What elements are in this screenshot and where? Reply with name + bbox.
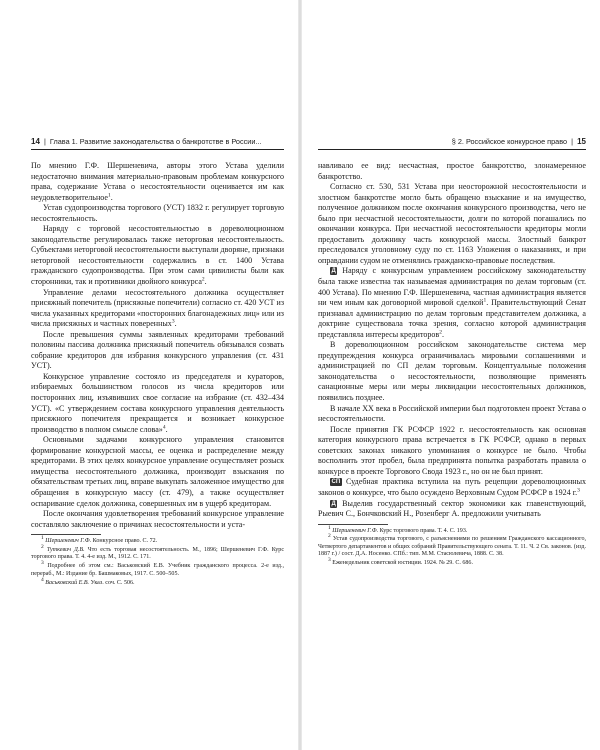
paragraph <box>318 404 586 425</box>
footnote-number: 2 <box>328 533 331 540</box>
paragraph-text: Конкурсное управление состояло из председателя и кураторов, избираемых большинством голосов из числа кредиторов или посторонних лиц, изъявивших свое согласие на избрание (ст. 432–434 УСТ). «С утверждением состава конкурсного управления деятельность присяжного попечителя прекращается и возникает конкурсное производство в полном смысле слова» <box>31 371 284 434</box>
footnote-ref: 1 <box>483 297 487 304</box>
footnote-number: 3 <box>328 557 331 564</box>
footnote-text: Устав судопроизводства торгового, с разъяснениями по решениям Гражданского кассационного, Четвертого департаментов и общих собраний Правительствующего сената. Т. 11. Ч. 2 Св. законов. (изд. 1887 г.) / сост. Д.А. Носенко. СПб.: тип. М.М. Стасюлевича, 1888. С. 38. <box>318 536 586 558</box>
paragraph <box>31 509 284 530</box>
margin-marker: СП <box>331 479 341 486</box>
left-running-title: Глава 1. Развитие законодательства о банкротстве в России... <box>49 137 262 146</box>
paragraph <box>318 477 586 498</box>
paragraph-text: Судебная практика вступила на путь рецепции дореволюционных законов о конкурсе, что было осуждено Верховным Судом РСФСР в 1924 г. <box>318 477 586 497</box>
paragraph <box>318 340 586 403</box>
paragraph-text: навливало ее вид: несчастная, простое банкротство, злонамеренное банкротство. <box>318 161 586 181</box>
right-body-text <box>318 161 586 520</box>
left-page-header <box>31 0 284 158</box>
paragraph-text: В начале XX века в Российской империи был подготовлен проект Устава о несостоятельности. <box>318 403 586 424</box>
paragraph-text: Устав судопроизводства торгового (УСТ) 1832 г. регулирует торговую несостоятельность. <box>31 203 284 223</box>
footnote <box>318 557 586 568</box>
paragraph <box>31 161 284 203</box>
paragraph-text: Согласно ст. 530, 531 Устава при неосторожной несостоятельности и злостном банкротстве могло быть обращено взыскание и на имущество, полученное должником после окончания конкурсного производства, чего не было при несчастной несостоятельности, долги по которой погашались по окончании конкурса. При несчастной несостоятельности кредиторы могли предоставить должнику часть конкурсной массы. Злостный банкрот преследовался уголовному суду по ст. 1163 Уложения о наказаниях, и при оправдании судом не отменялись гражданско-правовые последствия. <box>318 182 586 265</box>
right-page <box>300 0 600 750</box>
paragraph-text: После превышения суммы заявленных кредиторами требований половины пассива должника присяжный попечитель обязывался созвать собрание кредиторов для избрания конкурсного управления (ст. 431 УСТ). <box>31 329 284 371</box>
paragraph-text: После окончания удовлетворения требований конкурсное управление составляло заключение о причинах несостоятельности и уста- <box>31 509 284 529</box>
paragraph-text: Наряду с торговой несостоятельностью в дореволюционном законодательстве регулировалась также неторговая несостоятельность. Субъектами неторговой несостоятельности выступали дворяне, признаки неторговой несостоятельности содержались в ст. 1400 Устава гражданского судопроизводства. При этом сами цивилисты были как сторонники, так и противники двойного конкурса <box>31 224 284 287</box>
footnote-author: Шершеневич Г.Ф. <box>332 527 379 534</box>
right-header-rule <box>318 149 586 150</box>
footnote-text: Указ. соч. С. 506. <box>89 579 135 586</box>
right-footnotes <box>318 524 586 568</box>
paragraph <box>318 425 586 478</box>
paragraph-text-tail: . Правительствующий Сенат признавал администрацию по делам торговым представителем должника, а доктрине существовала точка зрения, согласно которой администрация представляла интересы кредиторов <box>318 298 586 339</box>
footnote-text: Подробнее об этом см.: Васьковский Е.В. Учебник гражданского процесса. 2-е изд., перераб., М.: Издание бр. Башмаковых, 1917. С. 500–505. <box>31 563 284 577</box>
right-page-number: 15 <box>577 137 586 146</box>
paragraph <box>318 266 586 340</box>
footnote <box>31 543 285 562</box>
paragraph-text-tail: . <box>110 192 113 202</box>
paragraph <box>318 182 586 266</box>
paragraph <box>318 161 586 182</box>
footnote-number: 3 <box>41 560 44 567</box>
footnote-number: 1 <box>41 535 44 542</box>
margin-marker: Д <box>331 500 336 507</box>
paragraph-text-tail: . <box>441 329 444 339</box>
left-footnotes <box>31 535 285 587</box>
footnote-ref: 2 <box>439 329 442 336</box>
left-header-text: 14 | Глава 1. Развитие законодательства о банкротстве в России... <box>31 137 262 146</box>
paragraph-text-tail: . <box>204 277 207 287</box>
left-header-rule <box>31 149 284 150</box>
footnote-ref: 1 <box>107 191 111 198</box>
footnote-ref: 3 <box>577 487 580 494</box>
footnote-text: Что есть торговая несостоятельность. М., 1896; Шершеневич Г.Ф. Курс торгового права. Т. 4. 4-е изд. М., 1912. С. 171. <box>31 546 285 561</box>
left-body-text <box>31 161 284 530</box>
footnote-text: Еженедельник советской юстиции. 1924. № 29. С. 686. <box>332 560 473 567</box>
right-page-header <box>318 0 586 158</box>
footnote <box>31 535 284 546</box>
footnote-ref: 2 <box>201 276 205 283</box>
paragraph-text-tail: . <box>165 424 168 434</box>
margin-marker: Д <box>331 268 336 275</box>
footnote-number: 1 <box>328 524 331 531</box>
footnote <box>31 576 284 588</box>
paragraph <box>31 435 284 509</box>
footnote-author: Шершеневич Г.Ф. <box>45 538 92 545</box>
paragraph <box>31 330 284 372</box>
footnote <box>31 560 284 578</box>
paragraph-text: Управление делами несостоятельного должника осуществляет присяжный попечитель (присяжные попечители) согласно ст. 420 УСТ из числа указанных кредиторами «посторонних благонадежных лиц» или из числа присяжных и частных поверенных <box>31 287 284 329</box>
paragraph-text: После принятия ГК РСФСР 1922 г. несостоятельность как основная категория конкурсного права встречается в ГК РСФСР, однако в первых советских законах никакого упоминания о конкурсе не было. Чтобы восполнить этот пробел, была предпринята попытка разработать правила о конкурсе в проекте Торгового Свода 1923 г., но он не был принят. <box>318 424 586 476</box>
paragraph-text: Наряду с конкурсным управлением российскому законодательству была также известна так называемая администрация по делам торговым (ст. 400 Устава). По мнению Г.Ф. Шершеневича, частная администрация является ни чем иным как договорной мировой сделкой <box>318 266 586 308</box>
paragraph-text: По мнению Г.Ф. Шершеневича, авторы этого Устава уделили недостаточно внимания материально-правовым проблемам конкурсного права, содержание Устава о несостоятельности оценивается им как неудовлетворительное <box>31 161 284 202</box>
left-page-number: 14 <box>31 137 40 146</box>
paragraph-text: Выделив государственный сектор экономики как главенствующий, Рыевич С., Бончковский Н., Розенберг А. предложили учитывать <box>318 498 586 519</box>
footnote-author: Васьковский Е.В. <box>45 579 90 586</box>
footnote-number: 2 <box>41 543 44 550</box>
paragraph-text-tail: . <box>174 319 177 329</box>
right-header-text: § 2. Российское конкурсное право | 15 <box>451 137 586 146</box>
footnote-ref: 4 <box>162 424 166 430</box>
right-section-title: § 2. Российское конкурсное право <box>451 137 568 146</box>
paragraph <box>31 224 284 287</box>
footnote-ref: 3 <box>171 318 175 325</box>
footnote-text: Конкурсное право. С. 72. <box>91 538 158 545</box>
paragraph <box>31 372 284 435</box>
paragraph <box>318 499 586 520</box>
footnote-number: 4 <box>41 576 44 583</box>
paragraph-text: Основными задачами конкурсного управления становится формирование конкурсной массы, ее оценка и распределение между кредиторами. В этих целях конкурсное управление осуществляет розыск имущества несостоятельного должника, производит взыскания по обязательствам третьих лиц, вправе выкупать заложенное имущество для обращения в конкурсную массу (ст. 479), а также осуществляет оспаривание сделок должника, совершенных им в ущерб кредиторам. <box>31 435 284 508</box>
footnote-author: Туткевич Д.В. <box>46 546 85 553</box>
footnote <box>318 524 586 536</box>
footnote-text: Курс торгового права. Т. 4. С. 193. <box>378 527 468 534</box>
paragraph <box>31 203 284 224</box>
paragraph-text: В дореволюционном российском законодательстве система мер предупреждения конкурса ограничивалась мировыми соглашениями и администрацией по СП делам торговым. Концептуальные положения законодательства о несостоятельности, позволяющие применять санационные меры или меры ликвидации несостоятельных должников, появились позднее. <box>318 340 586 403</box>
paragraph <box>31 288 284 330</box>
footnote <box>318 533 586 559</box>
